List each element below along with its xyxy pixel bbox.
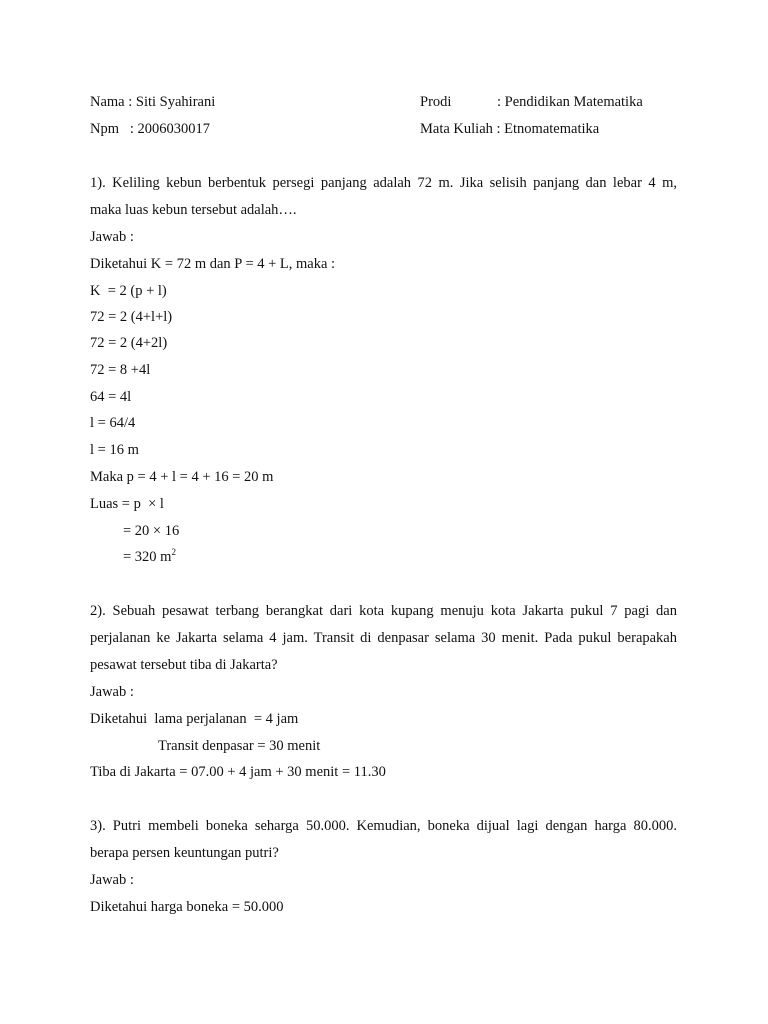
- q2-question-line3: pesawat tersebut tiba di Jakarta?: [90, 657, 278, 673]
- student-npm: Npm : 2006030017: [90, 121, 211, 137]
- q1-question-line2: maka luas kebun tersebut adalah….: [90, 202, 297, 218]
- course-name: Mata Kuliah : Etnomatematika: [420, 121, 600, 137]
- prodi-label: Prodi: [420, 94, 452, 110]
- q1-line: l = 16 m: [90, 442, 139, 458]
- q2-question-line1: 2). Sebuah pesawat terbang berangkat dari kota kupang menuju kota Jakarta pukul 7 pagi dan: [90, 603, 677, 619]
- q2-jawab: Jawab :: [90, 684, 134, 700]
- q2-result: Tiba di Jakarta = 07.00 + 4 jam + 30 menit = 11.30: [90, 764, 386, 780]
- q1-calc-line2: [123, 548, 176, 566]
- student-name: Nama : Siti Syahirani: [90, 94, 216, 110]
- q3-known-price: Diketahui harga boneka = 50.000: [90, 899, 284, 915]
- q1-line: 64 = 4l: [90, 389, 132, 405]
- q1-line: Luas = p × l: [90, 496, 164, 512]
- q3-jawab: Jawab :: [90, 872, 134, 888]
- q3-question-line1: 3). Putri membeli boneka seharga 50.000. Kemudian, boneka dijual lagi dengan harga 80.000.: [90, 818, 677, 834]
- q1-line: 72 = 2 (4+2l): [90, 335, 168, 351]
- q1-jawab: Jawab :: [90, 229, 134, 245]
- q1-line: K = 2 (p + l): [90, 283, 167, 299]
- q1-question-line1: 1). Keliling kebun berbentuk persegi panjang adalah 72 m. Jika selisih panjang dan lebar 4 m,: [90, 175, 677, 191]
- q3-question-line2: berapa persen keuntungan putri?: [90, 845, 279, 861]
- q1-line: l = 64/4: [90, 415, 136, 431]
- q1-calc-text: = 320 m: [123, 549, 172, 565]
- q1-calc-superscript: 2: [171, 547, 176, 558]
- prodi-value: : Pendidikan Matematika: [497, 94, 643, 110]
- q1-calc-line1: = 20 × 16: [123, 523, 180, 539]
- q2-known-duration: Diketahui lama perjalanan = 4 jam: [90, 711, 299, 727]
- q1-line: 72 = 8 +4l: [90, 362, 151, 378]
- q1-line: Maka p = 4 + l = 4 + 16 = 20 m: [90, 469, 274, 485]
- q1-line: Diketahui K = 72 m dan P = 4 + L, maka :: [90, 256, 336, 272]
- q1-line: 72 = 2 (4+l+l): [90, 309, 173, 325]
- q2-question-line2: perjalanan ke Jakarta selama 4 jam. Transit di denpasar selama 30 menit. Pada pukul berapakah: [90, 630, 677, 646]
- q2-known-transit: Transit denpasar = 30 menit: [158, 738, 321, 754]
